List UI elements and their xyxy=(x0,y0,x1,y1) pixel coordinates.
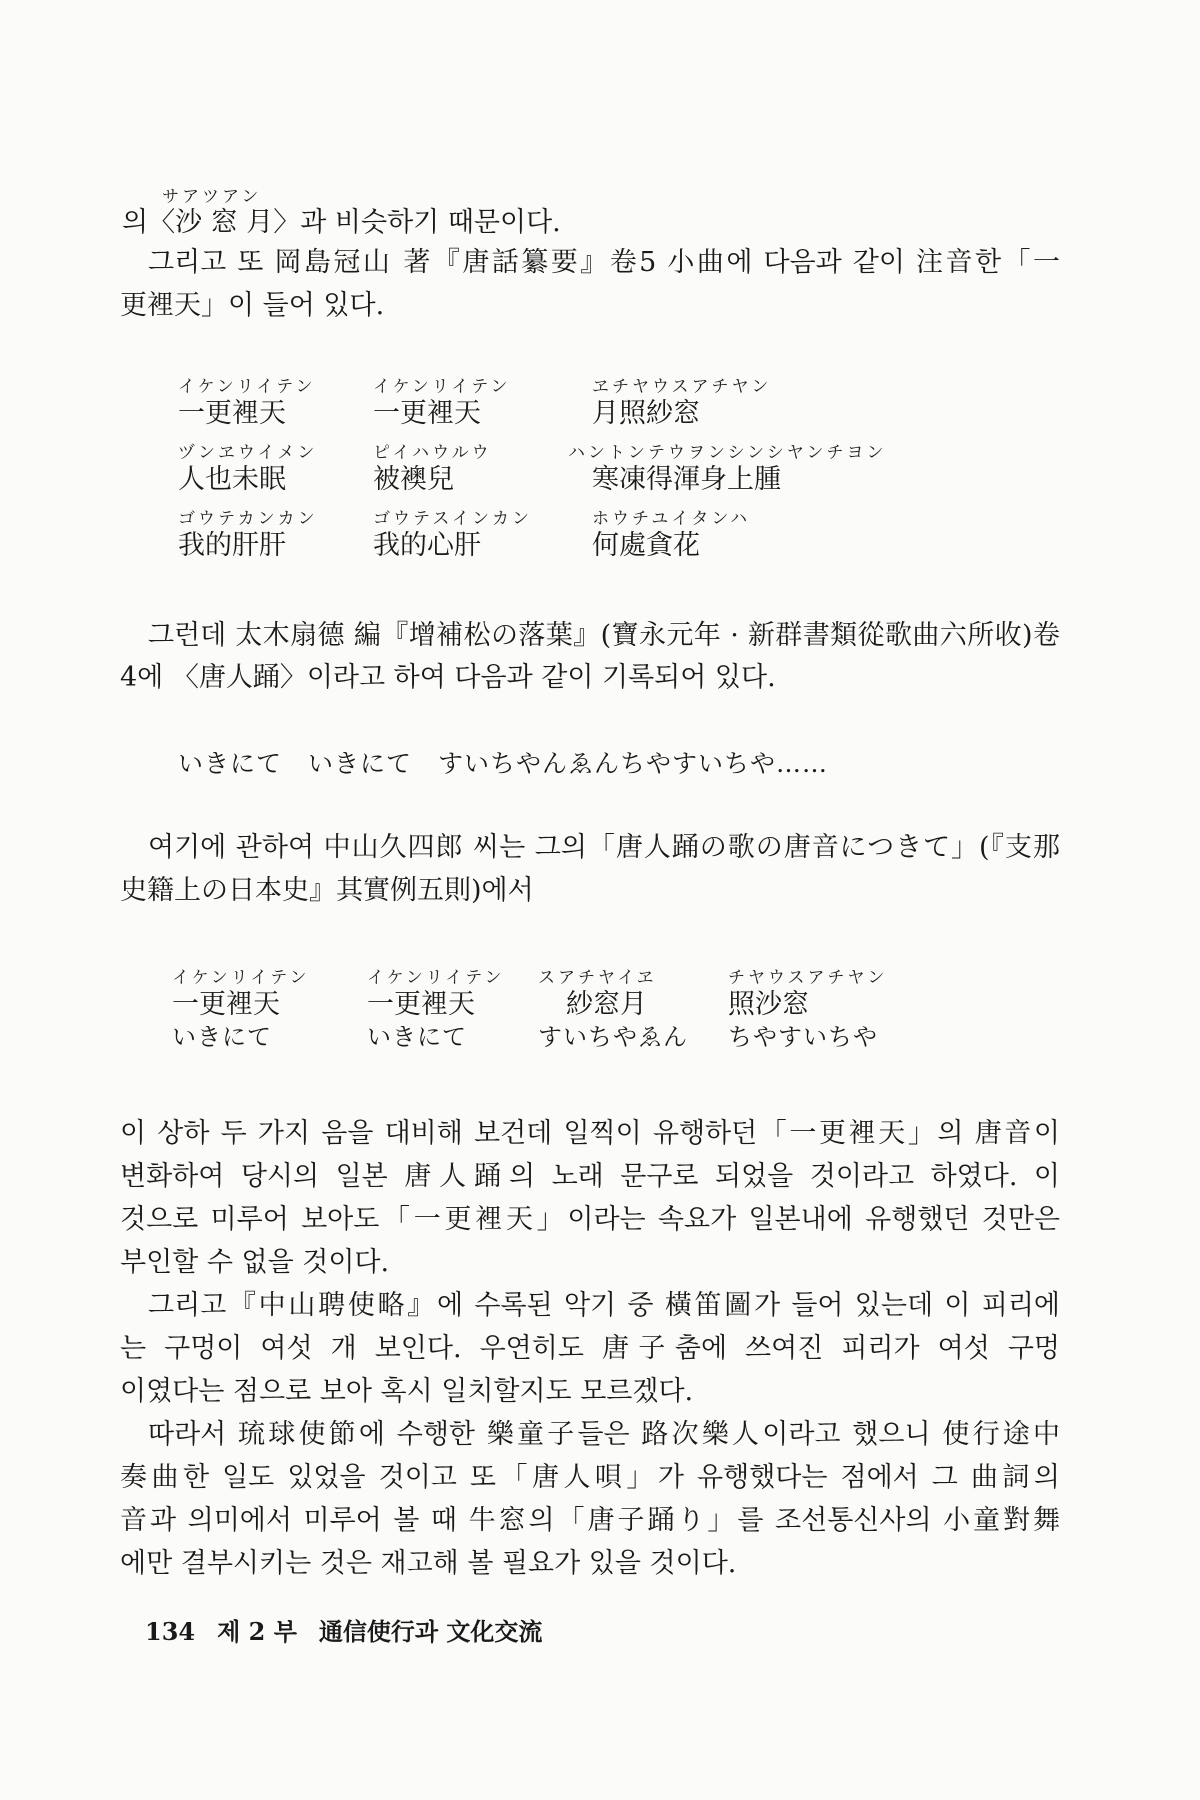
kana-quote: いきにて いきにて すいちやんゑんちやすいちや…… xyxy=(178,749,829,778)
book-title: 通信使行과 文化交流 xyxy=(318,1617,543,1646)
para6-line-2: 奏曲한 일도 있었을 것이고 또「唐人唄」가 유행했다는 점에서 그 曲詞의 xyxy=(120,1462,1060,1493)
para5-line-1: 그리고『中山聘使略』에 수록된 악기 중 橫笛圖가 들어 있는데 이 피리에 xyxy=(148,1290,1060,1321)
para4-line-4: 부인할 수 없을 것이다. xyxy=(120,1247,390,1278)
para6-line-3: 音과 의미에서 미루어 볼 때 牛窓의「唐子踊り」를 조선통신사의 小童對舞 xyxy=(120,1505,1060,1536)
para3-line-2: 史籍上の日本史』其實例五則)에서 xyxy=(120,875,534,906)
table1-cell: ゴウテカンカン 我的肝肝 xyxy=(178,509,318,561)
page-footer xyxy=(145,1617,564,1647)
table2-col: スアチヤイヱ 紗窓月 すいちやゑん xyxy=(538,968,688,1051)
table1-cell: イケンリイテン 一更裡天 xyxy=(373,377,511,429)
page-number: 134 xyxy=(145,1617,196,1646)
para6-line-1: 따라서 琉球使節에 수행한 樂童子들은 路次樂人이라고 했으니 使行途中 xyxy=(148,1419,1060,1450)
intro-ruby: サアツアン xyxy=(162,187,262,207)
para5-line-3: 이였다는 점으로 보아 혹시 일치할지도 모르겠다. xyxy=(120,1376,694,1407)
para4-line-3: 것으로 미루어 보아도「一更裡天」이라는 속요가 일본내에 유행했던 것만은 xyxy=(120,1204,1060,1235)
table1-cell: ホウチユイタンハ 何處貪花 xyxy=(592,509,751,561)
para6-line-4: 에만 결부시키는 것은 재고해 볼 필요가 있을 것이다. xyxy=(120,1548,737,1579)
table1-cell: イケンリイテン 一更裡天 xyxy=(178,377,316,429)
para2-line-1: 그런데 太木扇德 編『增補松の落葉』(寶永元年 · 新群書類從歌曲六所收)卷 xyxy=(148,620,1060,651)
intro-line: 의〈沙 窓 月〉과 비슷하기 때문이다. xyxy=(122,207,561,238)
table1-cell: ハントンテウヲンシンシヤンチヨン 寒凍得渾身上腫 xyxy=(568,443,887,495)
table1-cell: ヱチヤウスアチヤン 月照紗窓 xyxy=(592,377,772,429)
para4-line-1: 이 상하 두 가지 음을 대비해 보건데 일찍이 유행하던「一更裡天」의 唐音이 xyxy=(120,1118,1060,1149)
para1-line-1: 그리고 또 岡島冠山 著『唐話纂要』卷5 小曲에 다음과 같이 注音한「一 xyxy=(148,247,1060,278)
table2-col: イケンリイテン 一更裡天 いきにて xyxy=(367,968,505,1051)
table2-col: イケンリイテン 一更裡天 いきにて xyxy=(172,968,310,1051)
para2-line-2: 4에 〈唐人踊〉이라고 하여 다음과 같이 기록되어 있다. xyxy=(120,662,776,693)
para4-line-2: 변화하여 당시의 일본 唐人踊의 노래 문구로 되었을 것이라고 하였다. 이 xyxy=(120,1161,1060,1192)
part-label: 제 2 부 xyxy=(217,1617,297,1646)
para3-line-1: 여기에 관하여 中山久四郎 씨는 그의「唐人踊の歌の唐音につきて」(『支那 xyxy=(148,832,1060,863)
table2-col: チヤウスアチヤン 照沙窓 ちやすいちや xyxy=(728,968,888,1051)
para5-line-2: 는 구멍이 여섯 개 보인다. 우연히도 唐子춤에 쓰여진 피리가 여섯 구멍 xyxy=(120,1333,1060,1364)
para1-line-2: 更裡天」이 들어 있다. xyxy=(120,290,385,321)
table1-cell: ヅンヱウイメン 人也未眠 xyxy=(178,443,318,495)
table1-cell: ピイハウルウ 被襖兒 xyxy=(373,443,492,495)
table1-cell: ゴウテスインカン 我的心肝 xyxy=(373,509,532,561)
